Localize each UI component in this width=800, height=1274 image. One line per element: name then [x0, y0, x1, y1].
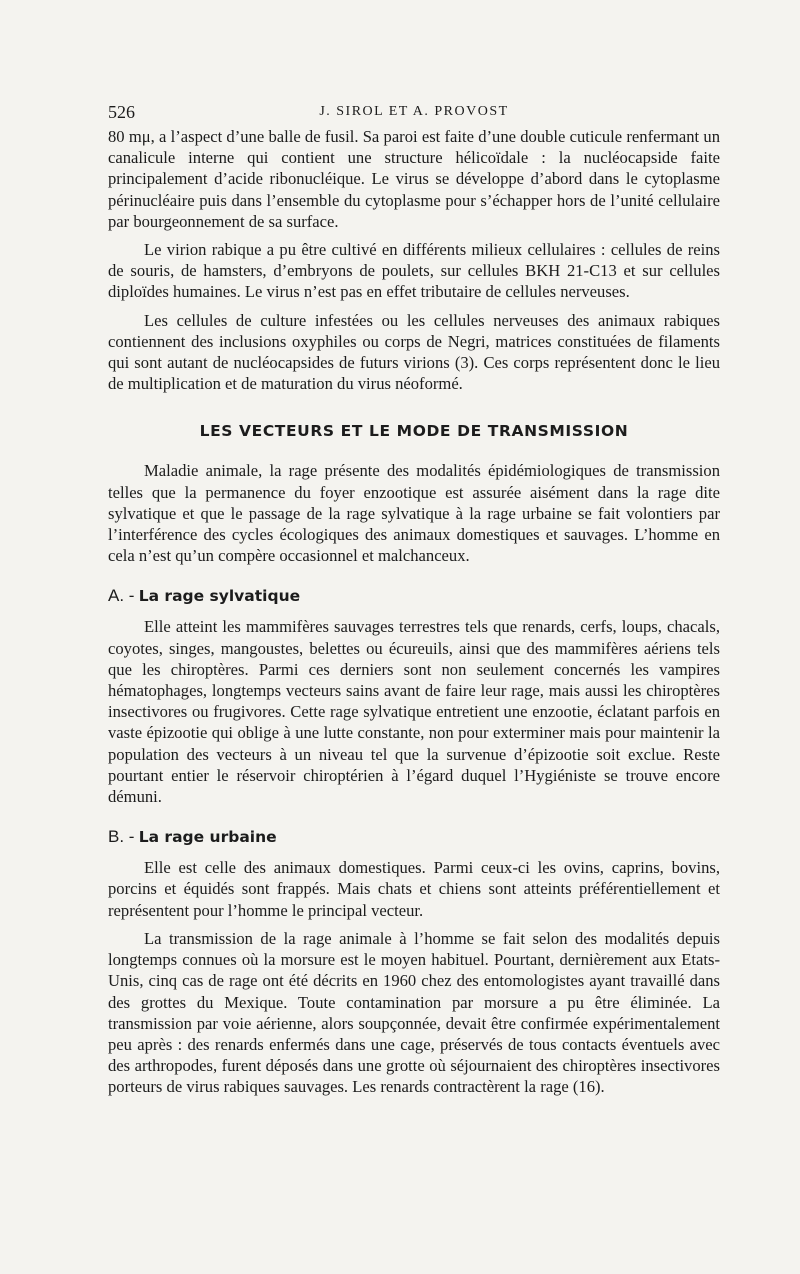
subsection-a-letter: A. -: [108, 586, 135, 606]
subsection-b-paragraph-2: La transmission de la rage animale à l’homme se fait selon des modalités depuis longtemps connues où la morsure est le moyen habituel. Pourtant, dernièrement aux Etats-Unis, cinq cas de rage ont été décrits en 1960 chez des entomologistes ayant travaillé dans des grottes du Mexique. Toute contamination par morsure a pu être éliminée. La transmission par voie aérienne, alors soupçonnée, devait être confirmée expérimentalement peu après : des renards enfermés dans une cage, préservés de tous contacts éventuels avec des arthropodes, furent déposés dans une grotte où séjournaient des chiroptères insectivores porteurs de virus rabiques sauvages. Les renards contractèrent la rage (16).: [108, 928, 720, 1097]
subsection-b-heading: [108, 827, 720, 847]
subsection-a-title: La rage sylvatique: [138, 587, 301, 606]
paragraph-intro-2: Le virion rabique a pu être cultivé en différents milieux cellulaires : cellules de reins de souris, de hamsters, d’embryons de poulets, sur cellules BKH 21-C13 et sur cellules diploïdes humaines. Le virus n’est pas en effet tributaire de cellules nerveuses.: [108, 240, 720, 302]
page-number: 526: [108, 102, 135, 122]
section-title: LES VECTEURS ET LE MODE DE TRANSMISSION: [199, 422, 629, 441]
subsection-b-letter: B. -: [108, 827, 135, 847]
paragraph-intro-3: Les cellules de culture infestées ou les cellules nerveuses des animaux rabiques contiennent des inclusions oxyphiles ou corps de Negri, matrices constituées de filaments qui sont autant de nucléocapsides de futurs virions (3). Ces corps représentent donc le lieu de multiplication et de maturation du virus néoformé.: [108, 310, 720, 394]
subsection-b-paragraph-1: Elle est celle des animaux domestiques. Parmi ceux-ci les ovins, caprins, bovins, porcins et équidés sont frappés. Mais chats et chiens sont atteints préférentiellement et représentent pour l’homme le principal vecteur.: [108, 858, 720, 920]
paragraph-intro-1: 80 mμ, a l’aspect d’une balle de fusil. Sa paroi est faite d’une double cuticule renfermant un canalicule interne qui contient une structure hélicoïdale : la nucléocapside faite principalement d’acide ribonucléique. Le virus se développe d’abord dans le cytoplasme périnucléaire puis dans l’ensemble du cytoplasme pour s’échapper hors de l’unité cellulaire par bourgeonnement de sa surface.: [108, 127, 720, 231]
subsection-a-heading: [108, 586, 720, 606]
running-head: [108, 96, 720, 126]
subsection-a-paragraph: Elle atteint les mammifères sauvages terrestres tels que renards, cerfs, loups, chacals, coyotes, singes, mangoustes, belettes ou écureuils, ainsi que des mammifères aériens tels que les chiroptères. Parmi ces derniers sont non seulement concernés les vampires hématophages, longtemps vecteurs sains avant de faire leur rage, mais aussi les chiroptères insectivores ou frugivores. Cette rage sylvatique entretient une enzootie, éclatant parfois en vaste épizootie qui oblige à une lutte constante, non pour exterminer mais pour maintenir la population des vecteurs à un niveau tel que la survenue d’épizootie soit exclue. Reste pourtant entier le réservoir chiroptérien à l’égard duquel l’Hygiéniste se trouve encore démuni.: [108, 617, 720, 807]
running-title: J. SIROL ET A. PROVOST: [319, 104, 509, 119]
section-intro-paragraph: Maladie animale, la rage présente des modalités épidémiologiques de transmission telles que la permanence du foyer enzootique est assurée aisément dans la rage dite sylvatique et que le passage de la rage sylvatique à la rage urbaine se fait volontiers par l’interférence des cycles écologiques des animaux domestiques et sauvages. L’homme en cela n’est qu’un compère occasionnel et malchanceux.: [108, 461, 720, 566]
page: [108, 96, 720, 1098]
subsection-b-title: La rage urbaine: [138, 828, 277, 847]
